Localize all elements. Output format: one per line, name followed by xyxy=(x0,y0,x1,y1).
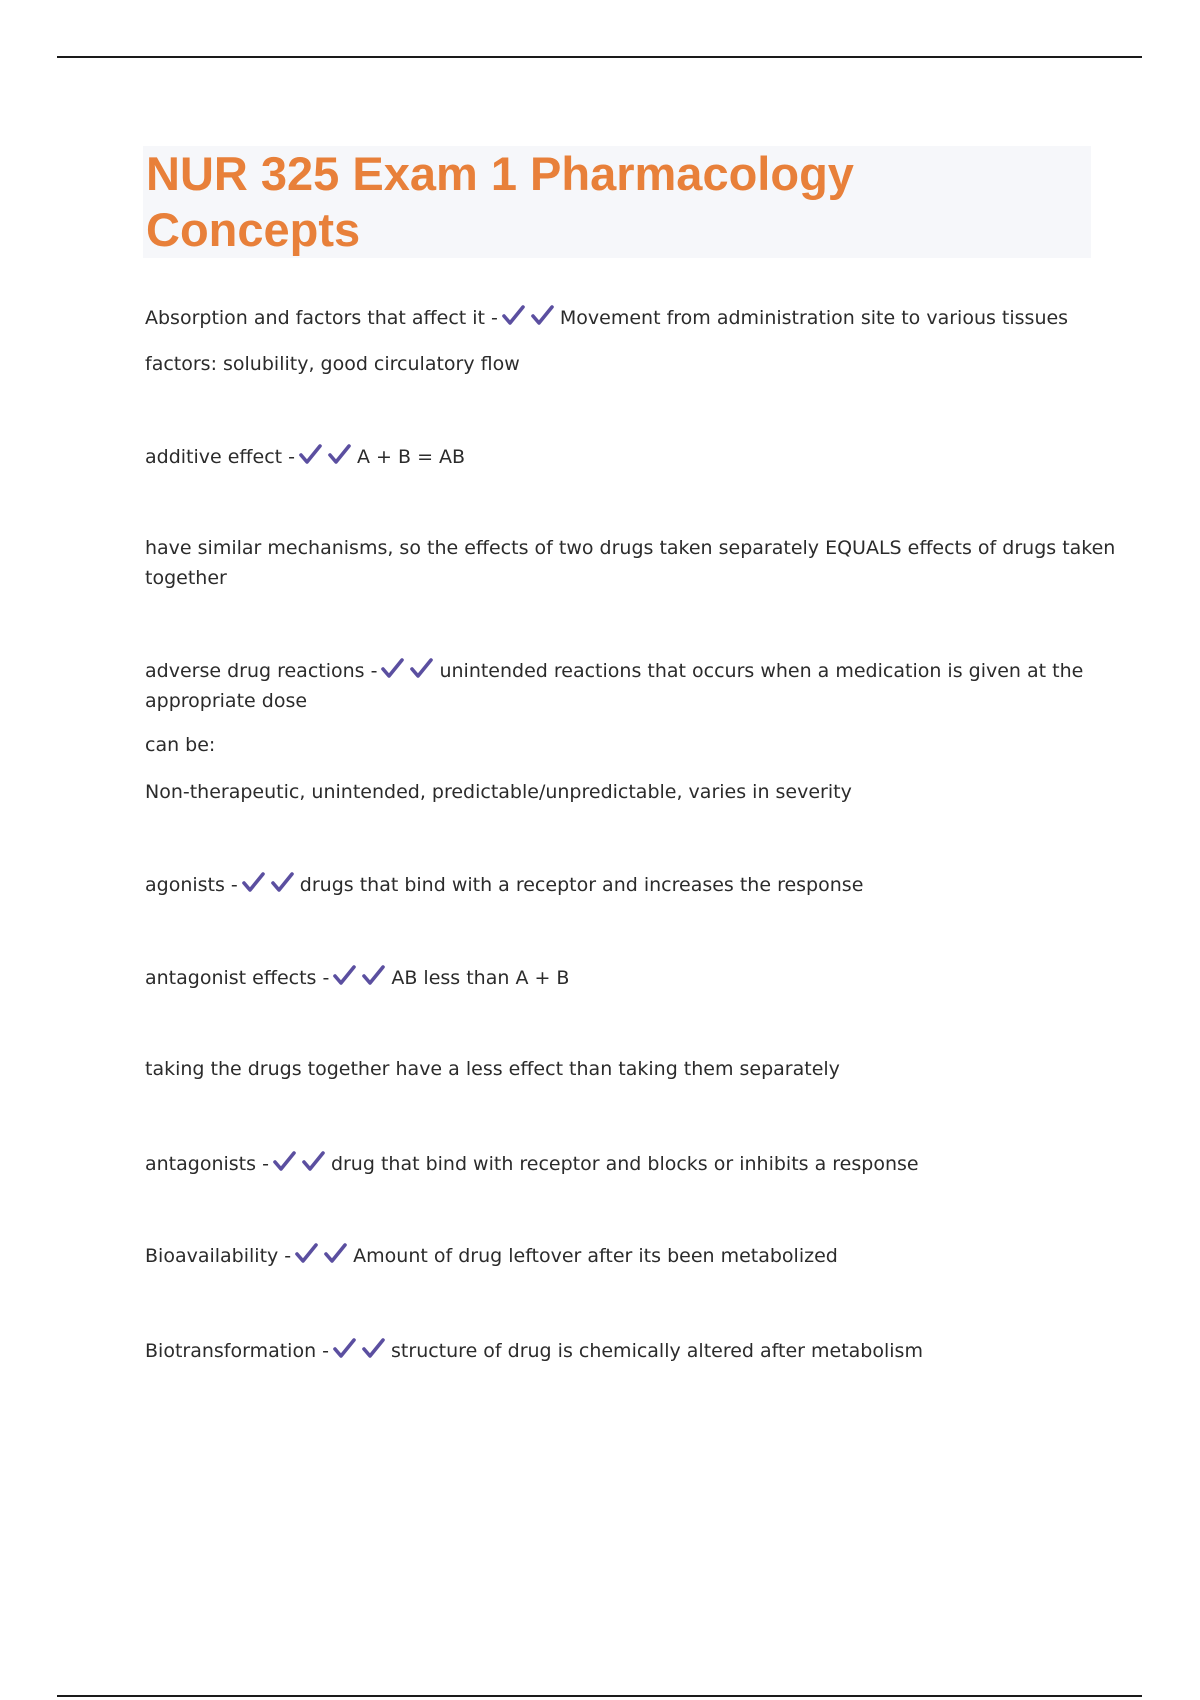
entry-term: agonists - xyxy=(145,874,238,896)
entry-absorption xyxy=(145,303,1068,336)
entry-definition: Movement from administration site to various tissues xyxy=(559,307,1069,329)
entry-term: Absorption and factors that affect it - xyxy=(145,307,498,329)
entry-antagonist-effects xyxy=(145,963,569,996)
entry-note: Non-therapeutic, unintended, predictable/unpredictable, varies in severity xyxy=(145,781,852,803)
bottom-rule xyxy=(57,1695,1142,1697)
title-line-1: NUR 325 Exam 1 Pharmacology xyxy=(146,147,854,200)
double-checkmark-icon xyxy=(273,1151,325,1182)
entry-agonists xyxy=(145,870,863,903)
entry-term: additive effect - xyxy=(145,446,296,468)
entry-additive-effect xyxy=(145,442,465,475)
entry-note: taking the drugs together have a less effect than taking them separately xyxy=(145,1058,840,1080)
double-checkmark-icon xyxy=(333,1338,385,1369)
entry-term: antagonist effects - xyxy=(145,967,330,989)
double-checkmark-icon xyxy=(299,444,351,475)
double-checkmark-icon xyxy=(333,965,385,996)
entry-definition: drugs that bind with a receptor and increases the response xyxy=(299,874,864,896)
entry-definition: Amount of drug leftover after its been metabolized xyxy=(353,1245,838,1267)
page-title xyxy=(143,146,1091,258)
entry-definition: drug that bind with receptor and blocks or inhibits a response xyxy=(330,1153,919,1175)
entry-note: have similar mechanisms, so the effects of two drugs taken separately EQUALS effects of drugs taken xyxy=(145,537,1116,559)
entry-definition-continued: appropriate dose xyxy=(145,690,308,712)
entry-definition: unintended reactions that occurs when a medication is given at the xyxy=(439,660,1084,682)
entry-adverse-drug-reactions xyxy=(145,656,1083,689)
entry-term: Biotransformation - xyxy=(145,1340,330,1362)
entry-note: can be: xyxy=(145,734,216,756)
top-rule xyxy=(57,56,1142,58)
double-checkmark-icon xyxy=(502,305,554,336)
double-checkmark-icon xyxy=(295,1243,347,1274)
entry-note: together xyxy=(145,567,227,589)
entry-term: antagonists - xyxy=(145,1153,269,1175)
entry-definition: AB less than A + B xyxy=(391,967,570,989)
double-checkmark-icon xyxy=(381,658,433,689)
title-line-2: Concepts xyxy=(146,203,361,256)
entry-biotransformation xyxy=(145,1336,923,1369)
entry-note: factors: solubility, good circulatory flow xyxy=(145,353,520,375)
title-banner xyxy=(143,146,1091,258)
double-checkmark-icon xyxy=(242,872,294,903)
entry-antagonists xyxy=(145,1149,919,1182)
entry-bioavailability xyxy=(145,1241,838,1274)
entry-definition: structure of drug is chemically altered after metabolism xyxy=(391,1340,923,1362)
entry-term: Bioavailability - xyxy=(145,1245,292,1267)
entry-definition: A + B = AB xyxy=(357,446,466,468)
entry-term: adverse drug reactions - xyxy=(145,660,378,682)
